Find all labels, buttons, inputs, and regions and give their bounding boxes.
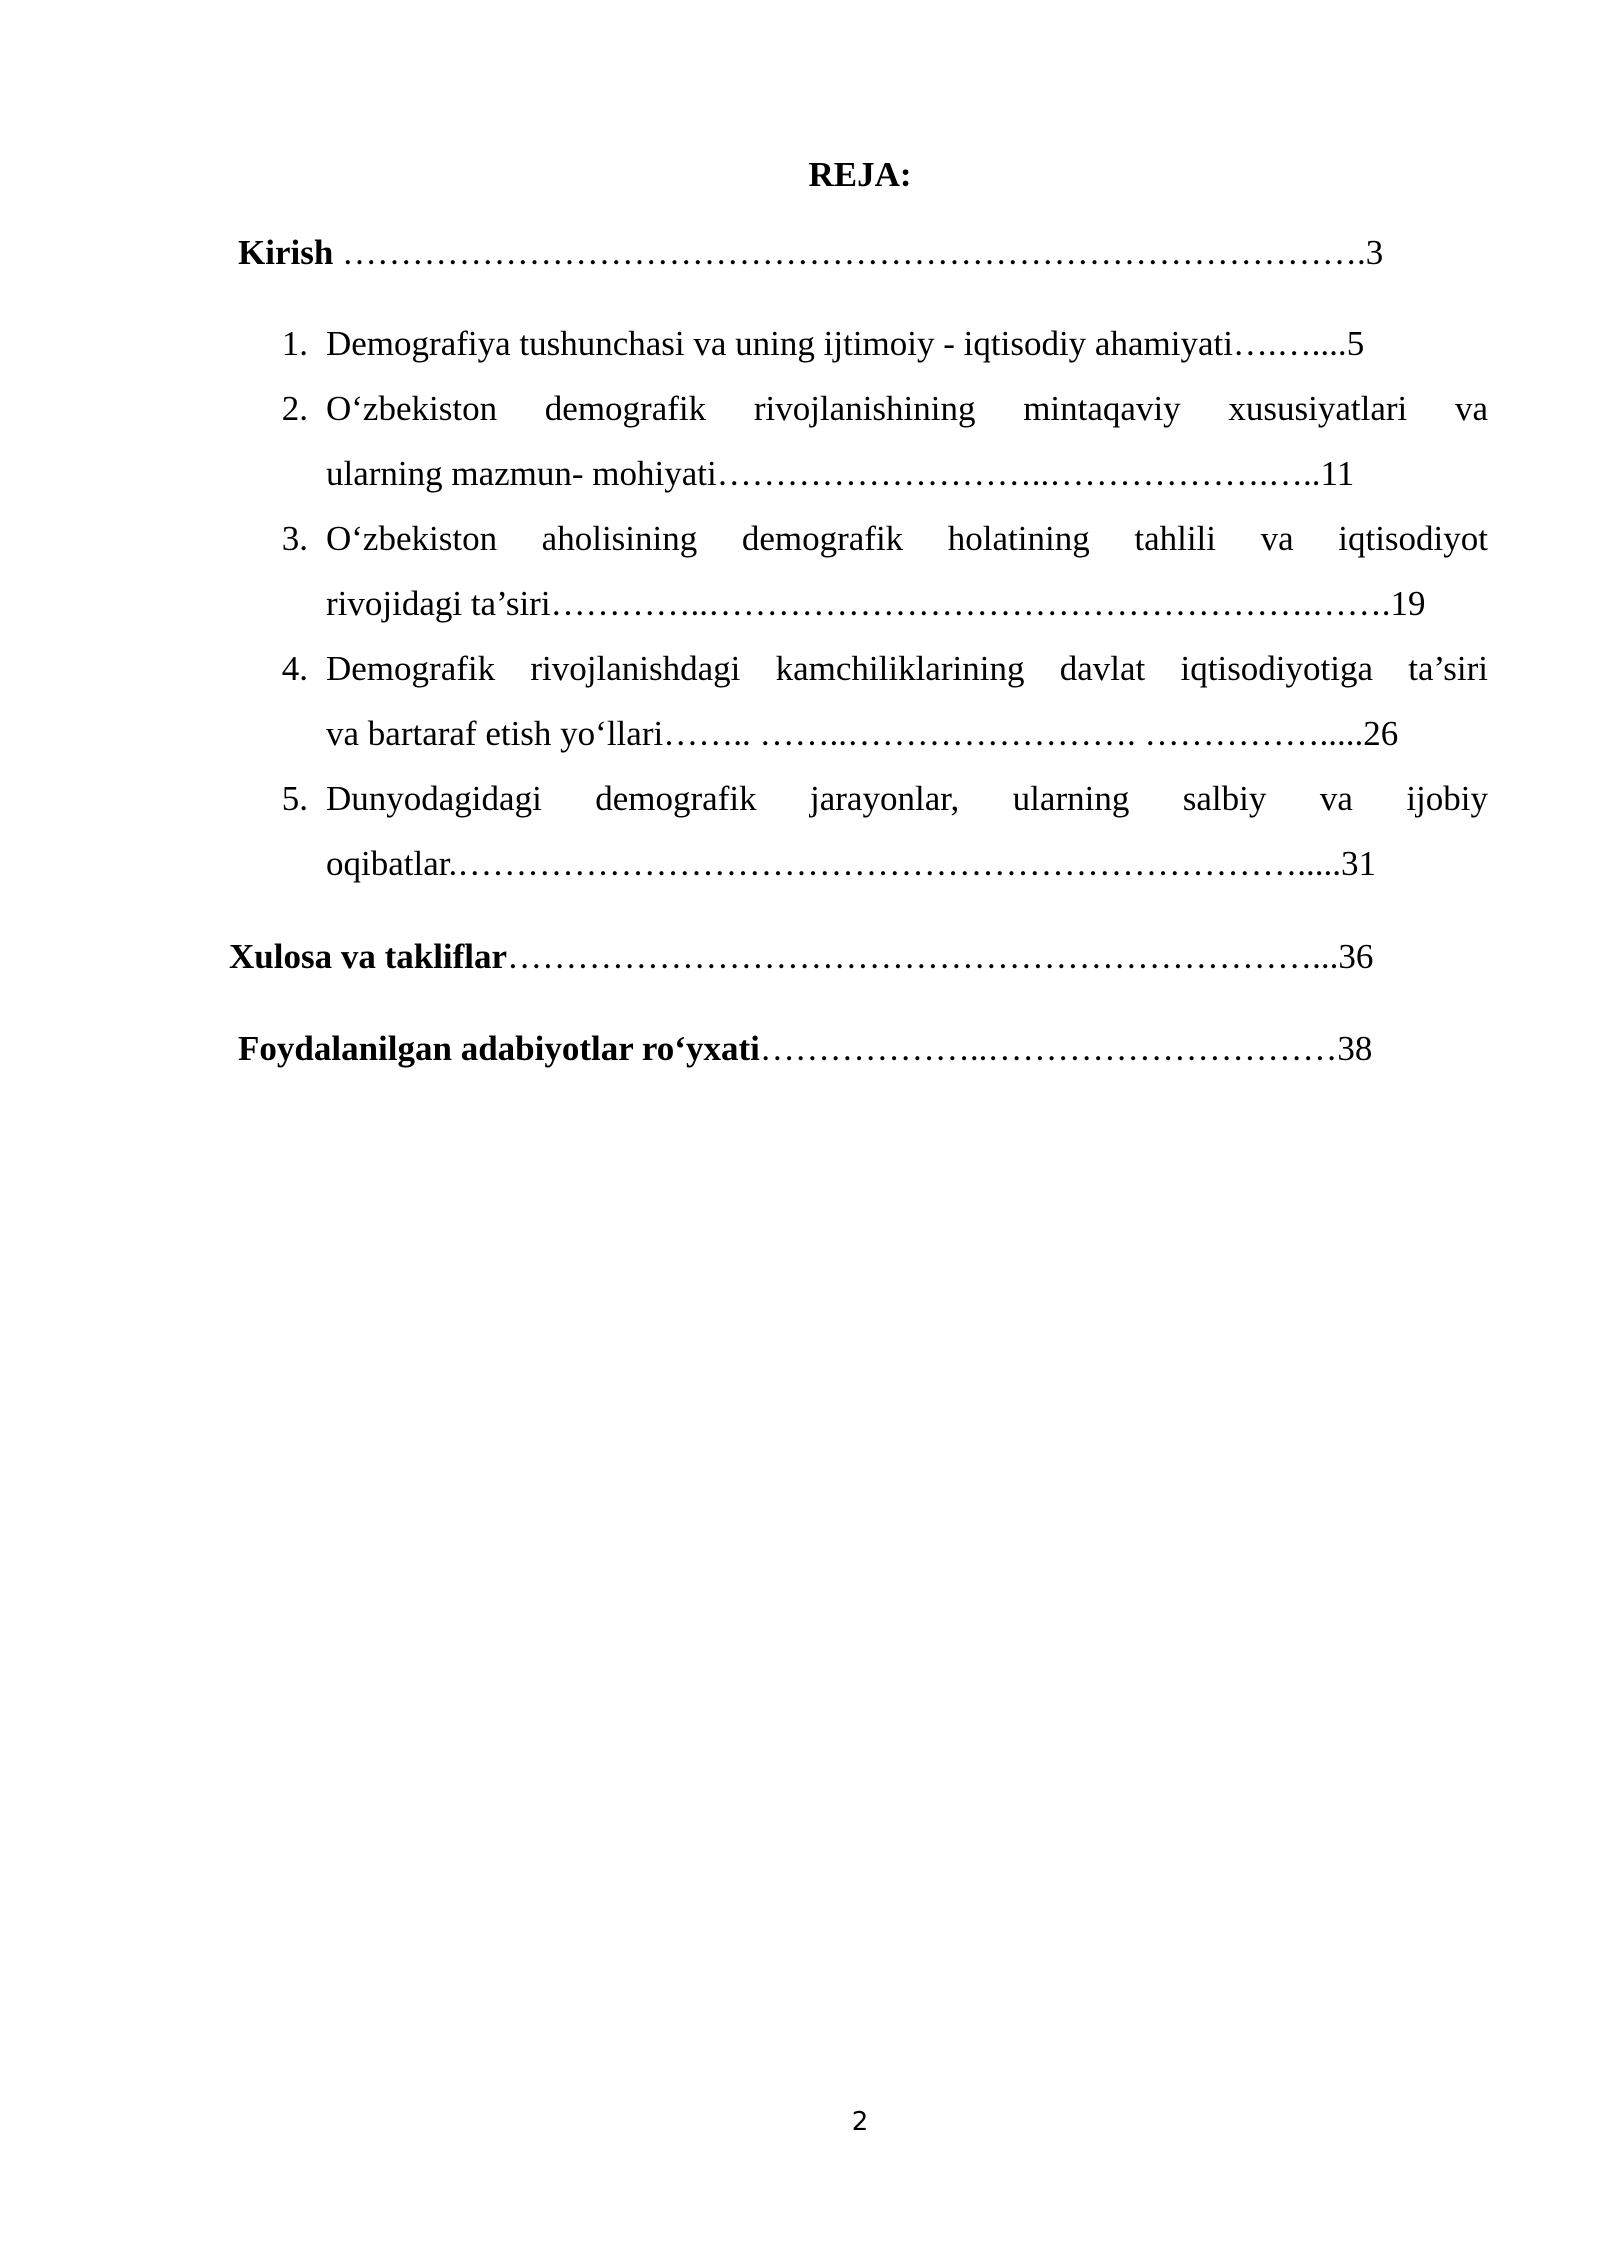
toc-item-4-line2 xyxy=(326,709,1398,759)
toc-item-text: Demografiya tushunchasi va uning ijtimoiy - iqtisodiy ahamiyati….….... xyxy=(326,324,1347,363)
toc-page-number: 11 xyxy=(1320,454,1355,493)
toc-item-text: oqibatlar.………………………………………………………………..... xyxy=(326,844,1341,883)
toc-item-text: rivojidagi ta’siri…………..…………………………………………….……. xyxy=(326,584,1391,623)
toc-item-text: va bartaraf etish yo‘llari…….. ……..……………………. ……………..... xyxy=(326,714,1364,753)
toc-entry-intro xyxy=(238,228,1383,278)
toc-leader-dots: ……………………………………………………………... xyxy=(507,937,1339,976)
toc-entry-label: Kirish xyxy=(238,233,334,272)
toc-item-2-line1: O‘zbekiston demografik rivojlanishining mintaqaviy xususiyatlari va xyxy=(326,389,1488,428)
toc-page-number: 26 xyxy=(1363,714,1399,753)
toc-page-number: 5 xyxy=(1346,324,1365,363)
toc-item-2-line2 xyxy=(326,449,1354,499)
toc-item-number: 2. xyxy=(281,389,308,428)
toc-item-5-line2 xyxy=(326,839,1376,889)
toc-item-number: 3. xyxy=(281,519,308,558)
toc-item-3-line2 xyxy=(326,579,1426,629)
toc-page-number: 36 xyxy=(1338,937,1374,976)
page-number: 2 xyxy=(851,2107,869,2137)
toc-item-number: 4. xyxy=(281,649,308,688)
toc-entry-label: Foydalanilgan adabiyotlar ro‘yxati xyxy=(238,1029,760,1068)
toc-item-text: ularning mazmun- mohiyati………………………..……………….….. xyxy=(326,454,1321,493)
toc-item-5-line1: Dunyodagidagi demografik jarayonlar, ularning salbiy va ijobiy xyxy=(326,779,1488,818)
toc-leader-dots: ………………..………………………… xyxy=(759,1029,1338,1068)
toc-item-number: 5. xyxy=(281,779,308,818)
toc-entry-references xyxy=(238,1024,1372,1074)
toc-entry-label: Xulosa va takliflar xyxy=(229,937,508,976)
toc-entry-conclusion xyxy=(229,932,1373,982)
toc-page-number: 3 xyxy=(1365,233,1384,272)
toc-item-4-line1: Demografik rivojlanishdagi kamchiliklarining davlat iqtisodiyotiga ta’siri xyxy=(326,649,1488,688)
toc-item-3-line1: O‘zbekiston aholisining demografik holatining tahlili va iqtisodiyot xyxy=(326,519,1488,558)
page-title: REJA: xyxy=(808,155,912,194)
toc-leader-dots: ……………………………………………………………………………. xyxy=(333,233,1366,272)
toc-page-number: 31 xyxy=(1340,844,1376,883)
toc-item-1 xyxy=(326,319,1488,369)
toc-page-number: 19 xyxy=(1390,584,1426,623)
toc-page-number: 38 xyxy=(1337,1029,1373,1068)
toc-item-number: 1. xyxy=(281,324,308,363)
